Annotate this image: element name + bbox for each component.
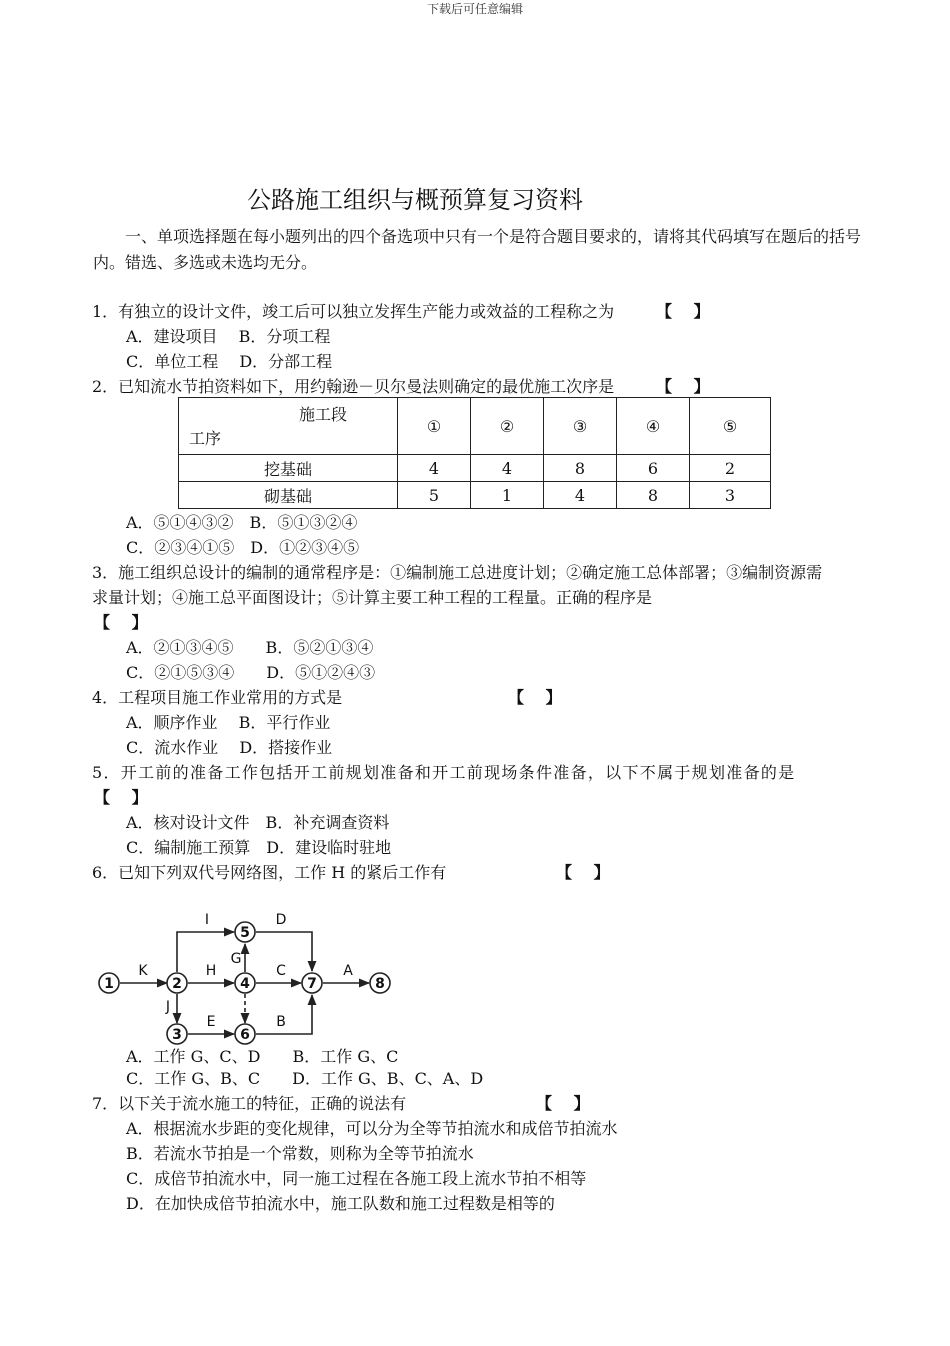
page-header: 下载后可任意编辑	[426, 2, 523, 16]
row-name: 砌基础	[179, 482, 398, 509]
q2-options-cd: C．②③④①⑤ D．①②③④⑤	[126, 538, 360, 557]
q6-bracket: 【 】	[556, 863, 610, 882]
section-intro: 一、单项选择题在每小题列出的四个备选项中只有一个是符合题目要求的，请将其代码填写在题后的括号内。错选、多选或未选均无分。	[93, 227, 862, 272]
network-diagram	[95, 905, 405, 1050]
label-c: C	[276, 963, 286, 979]
q5-bracket: 【 】	[94, 788, 148, 807]
q2-stem: 2．已知流水节拍资料如下，用约翰逊－贝尔曼法则确定的最优施工次序是	[92, 377, 615, 396]
q3-bracket: 【 】	[94, 613, 148, 632]
table-cell: 8	[544, 455, 617, 482]
table-corner-cell	[179, 398, 398, 455]
node-2-label: 2	[172, 976, 182, 992]
q7-stem: 7．以下关于流水施工的特征，正确的说法有	[92, 1094, 407, 1113]
q4-stem: 4．工程项目施工作业常用的方式是	[92, 688, 343, 707]
q3-options-ab: A．②①③④⑤ B．⑤②①③④	[126, 638, 374, 657]
q2-bracket: 【 】	[656, 377, 710, 396]
section-header: ④	[617, 398, 690, 455]
table-cell: 1	[471, 482, 544, 509]
node-5-label: 5	[240, 925, 250, 941]
page-title: 公路施工组织与概预算复习资料	[247, 186, 583, 214]
node-3-label: 3	[172, 1027, 182, 1043]
table-cell: 4	[471, 455, 544, 482]
q1-options-ab: A．建设项目 B．分项工程	[126, 327, 331, 346]
q1-options-cd: C．单位工程 D．分部工程	[126, 352, 333, 371]
q1-stem: 1．有独立的设计文件，竣工后可以独立发挥生产能力或效益的工程称之为	[92, 302, 615, 321]
node-7-label: 7	[307, 976, 317, 992]
q5-options-cd: C．编制施工预算 D．建设临时驻地	[126, 838, 392, 857]
corner-top-label: 施工段	[299, 405, 348, 424]
table-cell: 4	[544, 482, 617, 509]
table-cell: 5	[398, 482, 471, 509]
table-cell: 6	[617, 455, 690, 482]
label-g: G	[230, 951, 242, 967]
q7-option-b: B．若流水节拍是一个常数，则称为全等节拍流水	[126, 1144, 474, 1163]
label-j: J	[165, 999, 171, 1015]
section-header: ③	[544, 398, 617, 455]
corner-bottom-label: 工序	[189, 429, 222, 448]
section-header: ⑤	[690, 398, 771, 455]
node-4-label: 4	[240, 976, 250, 992]
q5-stem: 5．开工前的准备工作包括开工前规划准备和开工前现场条件准备，以下不属于规划准备的是	[92, 763, 796, 782]
q3-stem-line2: 求量计划；④施工总平面图设计；⑤计算主要工种工程的工程量。正确的程序是	[92, 588, 653, 607]
q7-bracket: 【 】	[536, 1094, 590, 1113]
q2-options-ab: A．⑤①④③② B．⑤①③②④	[126, 513, 358, 532]
label-i: I	[204, 912, 210, 928]
label-d: D	[275, 912, 287, 928]
q6-options-ab: A．工作 G、C、D B．工作 G、C	[126, 1047, 399, 1066]
node-1-label: 1	[104, 976, 114, 992]
label-b: B	[276, 1014, 286, 1030]
q7-option-c: C．成倍节拍流水中，同一施工过程在各施工段上流水节拍不相等	[126, 1169, 587, 1188]
q4-options-cd: C．流水作业 D．搭接作业	[126, 738, 333, 757]
node-6-label: 6	[240, 1027, 250, 1043]
q4-options-ab: A．顺序作业 B．平行作业	[126, 713, 331, 732]
label-k: K	[138, 963, 148, 979]
q1-bracket: 【 】	[656, 302, 710, 321]
table-cell: 3	[690, 482, 771, 509]
row-name: 挖基础	[179, 455, 398, 482]
q3-options-cd: C．②①⑤③④ D．⑤①②④③	[126, 663, 376, 682]
label-a: A	[343, 963, 353, 979]
q7-option-a: A．根据流水步距的变化规律，可以分为全等节拍流水和成倍节拍流水	[126, 1119, 618, 1138]
section-header: ②	[471, 398, 544, 455]
label-h: H	[205, 963, 217, 979]
q6-options-cd: C．工作 G、B、C D．工作 G、B、C、A、D	[126, 1069, 484, 1088]
q5-options-ab: A．核对设计文件 B．补充调查资料	[126, 813, 390, 832]
table-cell: 8	[617, 482, 690, 509]
flow-rhythm-table	[178, 397, 771, 509]
section-header: ①	[398, 398, 471, 455]
q7-option-d: D．在加快成倍节拍流水中，施工队数和施工过程数是相等的	[126, 1194, 555, 1213]
label-e: E	[206, 1014, 216, 1030]
table-cell: 2	[690, 455, 771, 482]
node-8-label: 8	[375, 976, 385, 992]
table-cell: 4	[398, 455, 471, 482]
q6-stem: 6．已知下列双代号网络图，工作 H 的紧后工作有	[92, 863, 447, 882]
q3-stem-line1: 3．施工组织总设计的编制的通常程序是：①编制施工总进度计划；②确定施工总体部署；③编制资源需	[92, 563, 823, 582]
q4-bracket: 【 】	[508, 688, 562, 707]
